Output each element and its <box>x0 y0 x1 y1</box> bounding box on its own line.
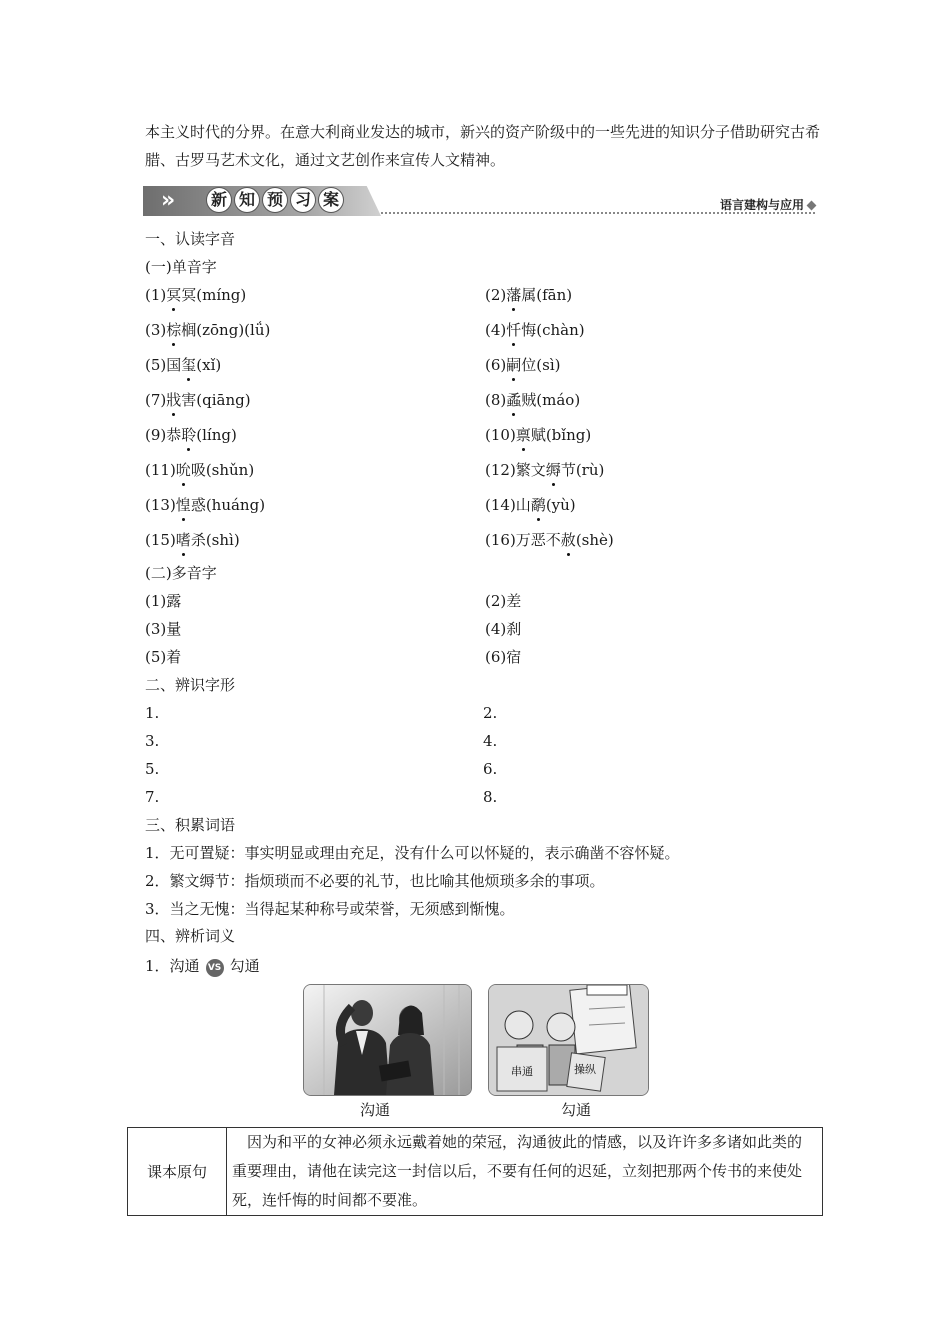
list-item: 6. <box>483 760 498 778</box>
section-heading: 二、辨识字形 <box>145 676 236 694</box>
emphasized-char: 禀 <box>515 426 531 444</box>
list-item: 7. <box>145 788 160 806</box>
emphasized-char: 棕 <box>166 321 182 339</box>
pronunciation-item: (9)恭聆(líng) <box>145 426 237 444</box>
list-item: 3. <box>145 732 160 750</box>
emphasized-char: 缛 <box>545 461 561 479</box>
list-item: 5. <box>145 760 160 778</box>
diamond-icon <box>807 201 817 211</box>
list-item: (4)刹 <box>485 620 522 638</box>
emphasized-char: 戕 <box>166 391 182 409</box>
emphasized-char: 鹬 <box>530 496 546 514</box>
pronunciation-item: (15)嗜杀(shì) <box>145 531 240 549</box>
pronunciation-item: (16)万恶不赦(shè) <box>485 531 614 549</box>
emphasized-char: 藩 <box>506 286 522 304</box>
list-item: 2. <box>483 704 498 722</box>
table-label: 课本原句 <box>128 1128 227 1215</box>
list-item: (3)量 <box>145 620 182 638</box>
emphasized-char: 聆 <box>181 426 197 444</box>
banner-subtitle: 语言建构与应用 <box>720 196 815 213</box>
subsection-heading: (二)多音字 <box>145 564 217 582</box>
word-entry: 3．当之无愧：当得起某种称号或荣誉，无须感到惭愧。 <box>145 900 515 918</box>
emphasized-char: 惶 <box>175 496 191 514</box>
word-entry: 2．繁文缛节：指烦琐而不必要的礼节，也比喻其他烦琐多余的事项。 <box>145 872 605 890</box>
section-heading: 三、积累词语 <box>145 816 236 834</box>
textbook-quote-table <box>127 1127 823 1216</box>
subsection-heading: (一)单音字 <box>145 258 217 276</box>
section-heading: 一、认读字音 <box>145 230 236 248</box>
emphasized-char: 冥 <box>166 286 182 304</box>
comparison-heading: 1．沟通 VS 勾通 <box>145 957 260 975</box>
pronunciation-item: (5)国玺(xǐ) <box>145 356 222 374</box>
list-item: (5)着 <box>145 648 182 666</box>
pronunciation-item: (7)戕害(qiāng) <box>145 391 251 409</box>
vs-badge-icon: VS <box>206 959 224 977</box>
emphasized-char: 嗣 <box>506 356 522 374</box>
list-item: 8. <box>483 788 498 806</box>
pronunciation-item: (3)棕榈(zōng)(lǘ) <box>145 321 271 339</box>
word-entry: 1．无可置疑：事实明显或理由充足，没有什么可以怀疑的，表示确凿不容怀疑。 <box>145 844 680 862</box>
pronunciation-item: (12)繁文缛节(rù) <box>485 461 605 479</box>
photo-business-people <box>303 984 472 1096</box>
section-banner <box>143 184 815 218</box>
pronunciation-item: (10)禀赋(bǐng) <box>485 426 592 444</box>
banner-char: 习 <box>291 188 315 212</box>
emphasized-char: 嗜 <box>175 531 191 549</box>
banner-char: 预 <box>263 188 287 212</box>
list-item: (2)差 <box>485 592 522 610</box>
business-people-illustration <box>304 985 471 1095</box>
emphasized-char: 吮 <box>175 461 191 479</box>
pronunciation-item: (2)藩属(fān) <box>485 286 573 304</box>
list-item: (1)露 <box>145 592 182 610</box>
cartoon-collusion <box>488 984 649 1096</box>
cartoon-illustration <box>489 985 648 1095</box>
label-manipulate: 操纵 <box>574 1063 596 1076</box>
pronunciation-item: (13)惶惑(huáng) <box>145 496 266 514</box>
pronunciation-item: (6)嗣位(sì) <box>485 356 561 374</box>
emphasized-char: 玺 <box>181 356 197 374</box>
table-text: 因为和平的女神必须永远戴着她的荣冠，沟通彼此的情感，以及许许多多诸如此类的重要理由，请他在读完这一封信以后，不要有任何的迟延，立刻把那两个传书的来使处死，连忏悔的时间都不要准。 <box>232 1133 803 1209</box>
caption-left: 沟通 <box>359 1101 390 1119</box>
banner-title <box>207 188 343 212</box>
label-collusion: 串通 <box>511 1065 533 1078</box>
pronunciation-item: (11)吮吸(shǔn) <box>145 461 255 479</box>
pronunciation-item: (4)忏悔(chàn) <box>485 321 585 339</box>
banner-char: 新 <box>207 188 231 212</box>
list-item: (6)宿 <box>485 648 522 666</box>
section-heading: 四、辨析词义 <box>145 927 236 945</box>
chevron-right-icon: » <box>161 188 176 213</box>
banner-char: 案 <box>319 188 343 212</box>
emphasized-char: 忏 <box>506 321 522 339</box>
emphasized-char: 赦 <box>560 531 576 549</box>
intro-paragraph: 本主义时代的分界。在意大利商业发达的城市，新兴的资产阶级中的一些先进的知识分子借助研究古希腊、古罗马艺术文化，通过文艺创作来宣传人文精神。 <box>145 123 821 169</box>
list-item: 1. <box>145 704 160 722</box>
banner-char: 知 <box>235 188 259 212</box>
pronunciation-item: (1)冥冥(míng) <box>145 286 247 304</box>
pronunciation-item: (14)山鹬(yù) <box>485 496 576 514</box>
caption-right: 勾通 <box>560 1101 591 1119</box>
pronunciation-item: (8)蟊贼(máo) <box>485 391 581 409</box>
list-item: 4. <box>483 732 498 750</box>
emphasized-char: 蟊 <box>506 391 522 409</box>
